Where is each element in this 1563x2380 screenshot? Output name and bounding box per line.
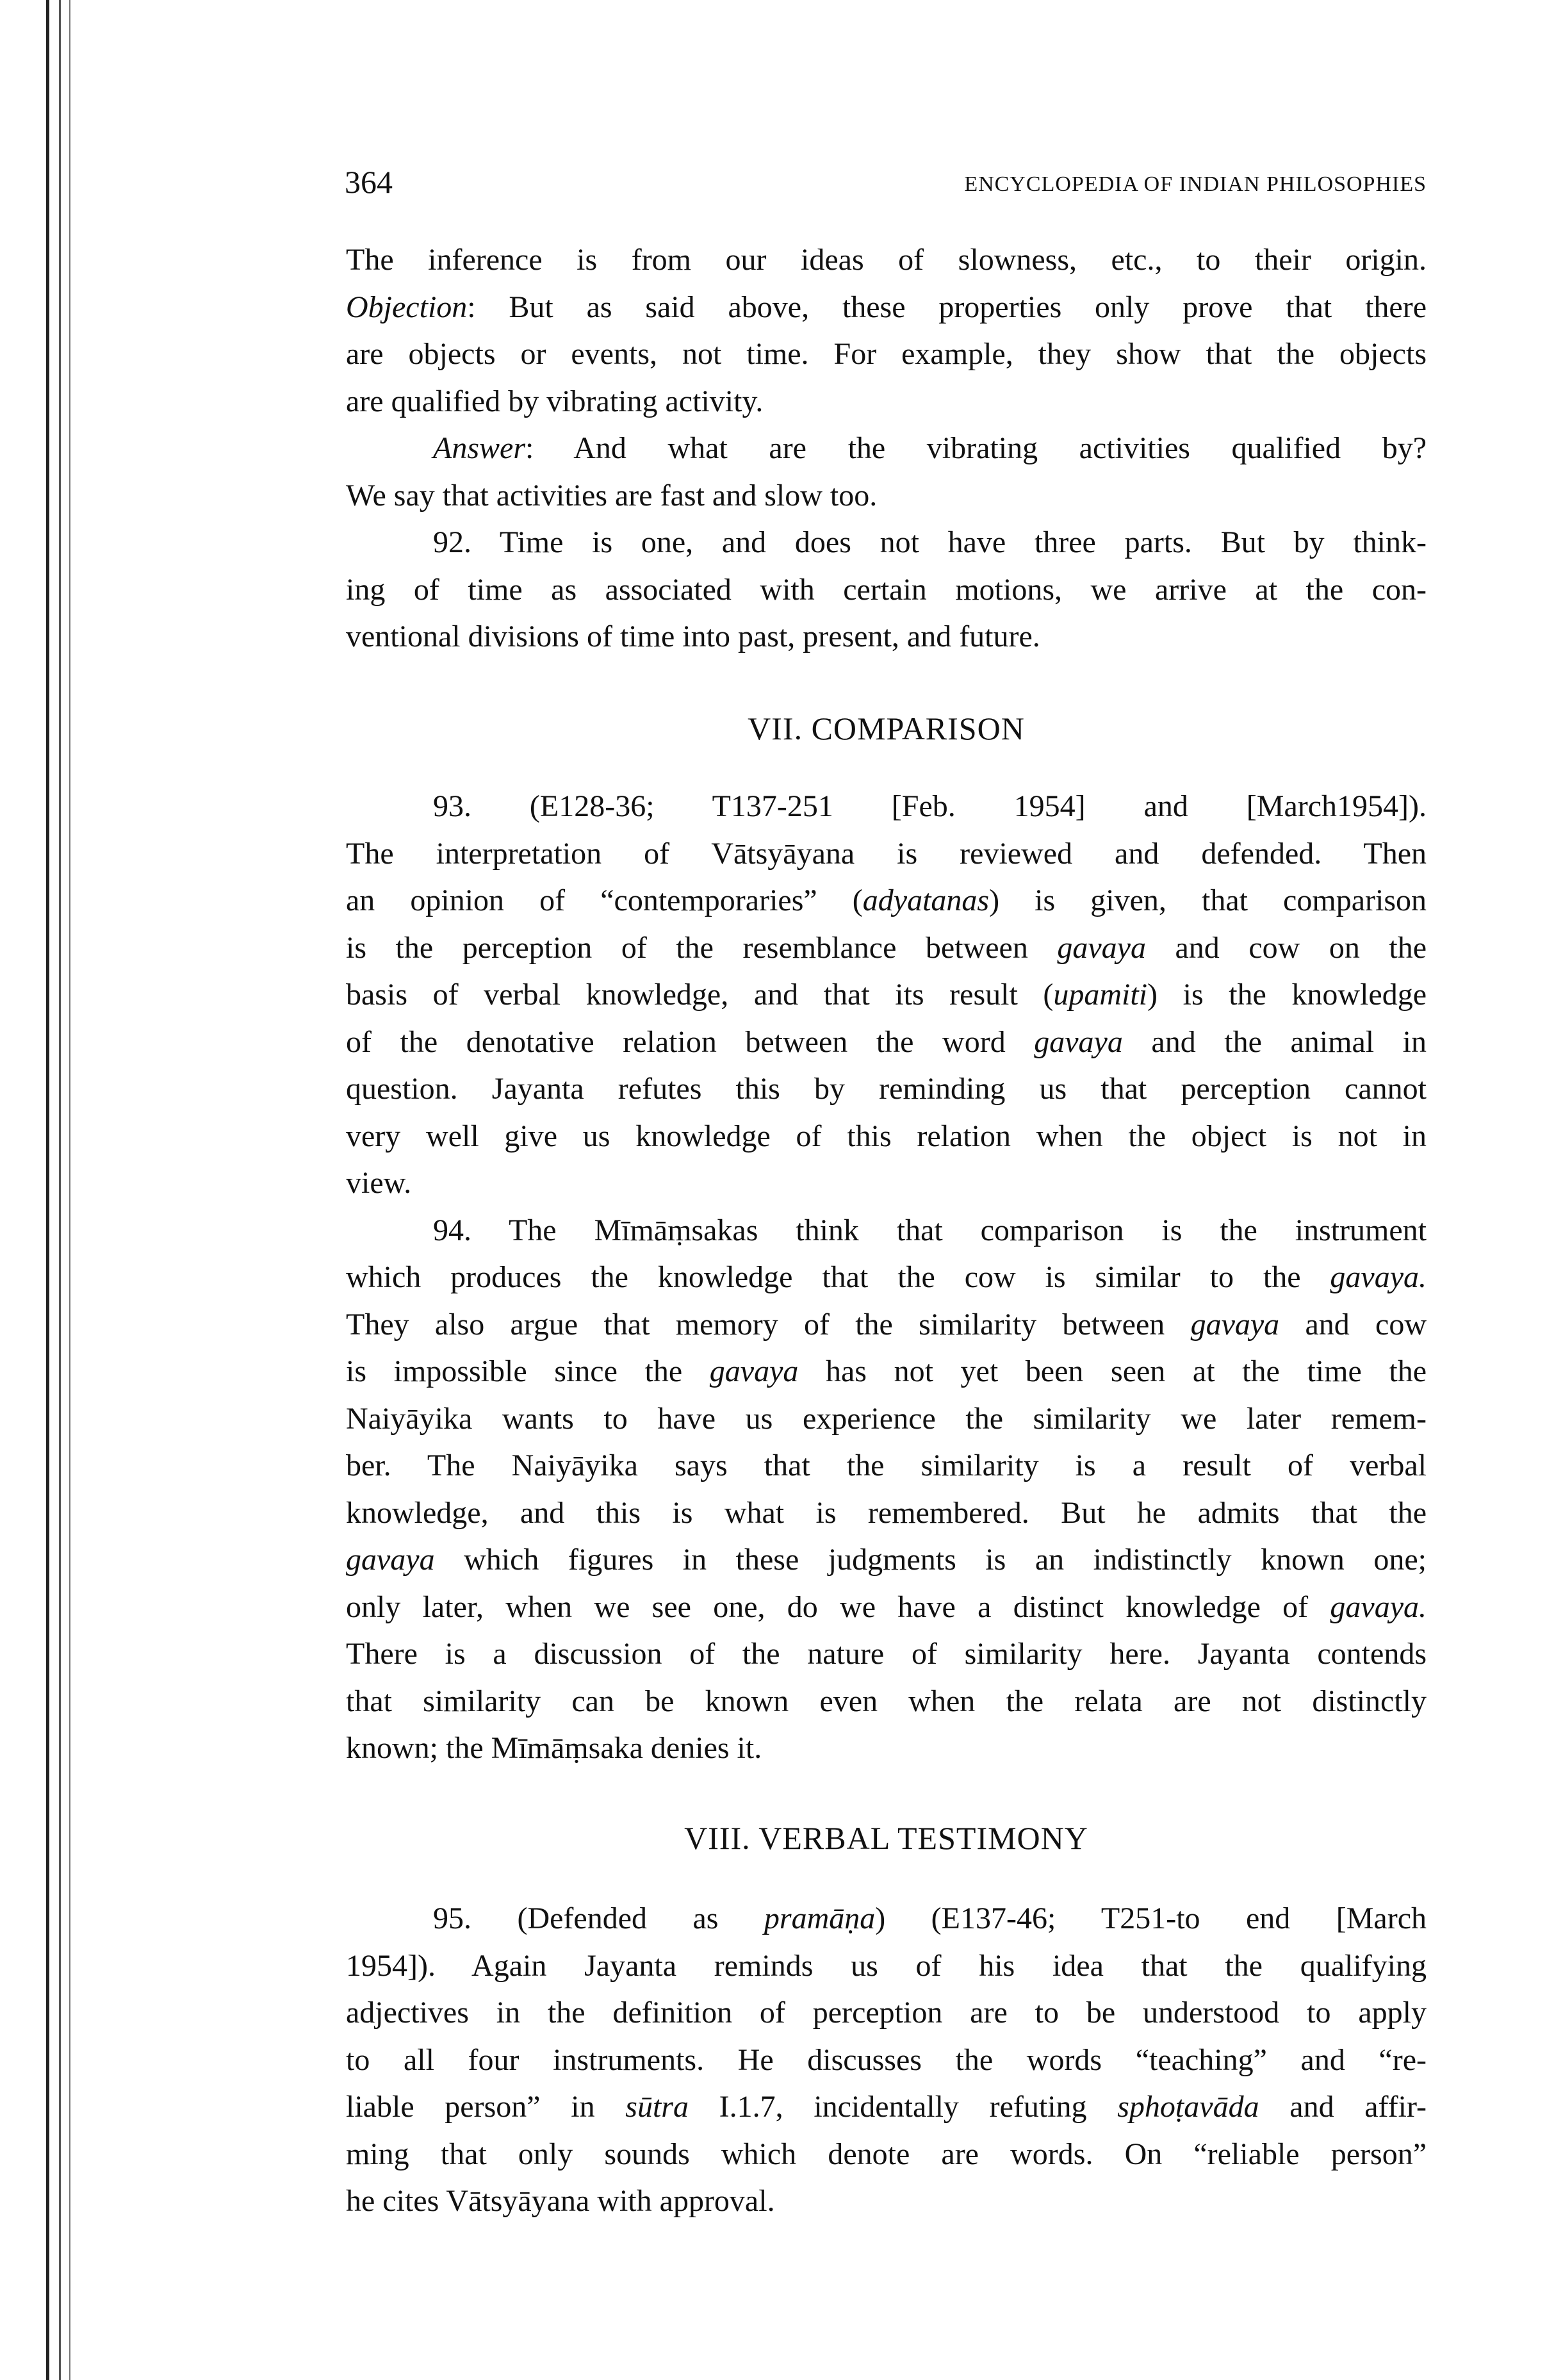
text-line — [346, 2178, 1427, 2225]
italic-term: sūtra — [625, 2090, 689, 2124]
text-run: are objects or events, not time. For example, they show that the objects — [346, 337, 1427, 371]
text-run: 1954]). Again Jayanta reminds us of his idea that the qualifying — [346, 1948, 1427, 1983]
text-line — [346, 1895, 1427, 1942]
text-line — [346, 1490, 1427, 1537]
text-run: The inference is from our ideas of slowness, etc., to their origin. — [346, 243, 1427, 277]
text-run: that similarity can be known even when the relata are not distinctly — [346, 1684, 1427, 1718]
text-run: only later, when we see one, do we have a distinct knowledge of — [346, 1589, 1330, 1624]
italic-term: gavaya — [1190, 1307, 1280, 1342]
text-line — [346, 2037, 1427, 2084]
italic-term: gavaya — [1057, 930, 1146, 965]
text-run: to all four instruments. He discusses the words “teaching” and “re- — [346, 2042, 1427, 2077]
text-line — [346, 378, 1427, 425]
text-line — [346, 1019, 1427, 1066]
text-run: and affir- — [1259, 2090, 1427, 2124]
text-line — [346, 1113, 1427, 1160]
text-run: 93. (E128-36; T137-251 [Feb. 1954] and [March1954]). — [433, 789, 1427, 823]
text-run: liable person” in — [346, 2090, 626, 2124]
text-line — [346, 1348, 1427, 1395]
text-line — [346, 331, 1427, 378]
text-line — [346, 425, 1427, 472]
text-run: : But as said above, these properties only prove that there — [467, 290, 1427, 324]
text-line — [346, 924, 1427, 972]
text-block-time — [346, 236, 1427, 661]
text-run: 94. The Mīmāṃsakas think that comparison is the instrument — [433, 1213, 1427, 1247]
text-line — [346, 566, 1427, 614]
section-heading-verbal-testimony: VIII. VERBAL TESTIMONY — [684, 1820, 1088, 1856]
text-run: is the perception of the resemblance between — [346, 930, 1058, 965]
text-run: Naiyāyika wants to have us experience the similarity we later remem- — [346, 1401, 1427, 1436]
text-line — [346, 1254, 1427, 1301]
italic-term: gavaya — [346, 1543, 435, 1577]
text-line — [346, 971, 1427, 1019]
text-run: known; the Mīmāṃsaka denies it. — [346, 1731, 762, 1765]
text-run: I.1.7, incidentally refuting — [688, 2090, 1118, 2124]
italic-term: Objection — [346, 290, 468, 324]
text-run: 92. Time is one, and does not have three parts. But by think- — [433, 525, 1427, 559]
text-block-comparison — [346, 783, 1427, 1772]
text-line — [346, 2083, 1427, 2131]
text-run: ventional divisions of time into past, present, and future. — [346, 620, 1040, 653]
text-run: 95. (Defended as — [433, 1901, 764, 1935]
text-run: : And what are the vibrating activities qualified by? — [525, 431, 1427, 465]
text-line — [346, 613, 1427, 661]
text-run: knowledge, and this is what is remembered. But he admits that the — [346, 1495, 1427, 1530]
text-run: and cow on the — [1145, 930, 1427, 965]
text-run: ming that only sounds which denote are words. On “reliable person” — [346, 2137, 1427, 2171]
paragraph — [346, 425, 1427, 519]
text-line — [346, 236, 1427, 284]
text-run: which figures in these judgments is an indistinctly known one; — [434, 1543, 1427, 1577]
text-line — [346, 472, 1427, 520]
text-run: and cow — [1279, 1307, 1427, 1342]
text-run: ) is the knowledge — [1147, 978, 1427, 1012]
text-line — [346, 1301, 1427, 1349]
text-line — [346, 1584, 1427, 1631]
text-line — [346, 2131, 1427, 2178]
text-run: ) (E137-46; T251-to end [March — [875, 1901, 1427, 1935]
text-run: has not yet been seen at the time the — [798, 1354, 1427, 1388]
italic-term: upamiti — [1053, 978, 1148, 1012]
italic-term: adyatanas — [862, 883, 990, 917]
italic-term: gavaya — [709, 1354, 799, 1388]
text-line — [346, 1989, 1427, 2037]
text-run: very well give us knowledge of this relation when the object is not in — [346, 1119, 1427, 1153]
text-line — [346, 1725, 1427, 1772]
text-run: which produces the knowledge that the cow is similar to the — [346, 1260, 1330, 1294]
page-number: 364 — [345, 164, 393, 200]
text-line — [346, 1442, 1427, 1490]
scan-binding-edge — [59, 0, 61, 2380]
text-line — [346, 1678, 1427, 1725]
text-line — [346, 783, 1427, 830]
text-run: ber. The Naiyāyika says that the similarity is a result of verbal — [346, 1449, 1427, 1482]
paragraph — [346, 236, 1427, 425]
text-line — [346, 519, 1427, 566]
text-line — [346, 284, 1427, 331]
text-run: ing of time as associated with certain motions, we arrive at the con- — [346, 572, 1427, 607]
paragraph — [346, 519, 1427, 661]
scan-binding-edge — [46, 0, 49, 2380]
text-line — [346, 1065, 1427, 1113]
text-run: basis of verbal knowledge, and that its result ( — [346, 978, 1054, 1012]
text-run: is impossible since the — [346, 1354, 710, 1388]
text-run: The interpretation of Vātsyāyana is reviewed and defended. Then — [346, 836, 1427, 871]
text-run: of the denotative relation between the word — [346, 1024, 1035, 1059]
text-line — [346, 877, 1427, 924]
text-block-verbal-testimony — [346, 1895, 1427, 2225]
italic-term: gavaya. — [1330, 1260, 1427, 1294]
text-line — [346, 1207, 1427, 1254]
italic-term: gavaya. — [1330, 1589, 1427, 1624]
text-line — [346, 830, 1427, 878]
text-run: They also argue that memory of the similarity between — [346, 1307, 1191, 1342]
paragraph — [346, 783, 1427, 1207]
italic-term: gavaya — [1034, 1024, 1123, 1059]
text-line — [346, 1160, 1427, 1207]
text-run: and the animal in — [1122, 1024, 1427, 1059]
text-run: question. Jayanta refutes this by reminding us that perception cannot — [346, 1072, 1427, 1106]
text-run: ) is given, that comparison — [989, 883, 1427, 917]
paragraph — [346, 1895, 1427, 2225]
text-run: he cites Vātsyāyana with approval. — [346, 2184, 775, 2218]
italic-term: Answer — [433, 431, 525, 465]
text-run: an opinion of “contemporaries” ( — [346, 883, 863, 917]
text-run: adjectives in the definition of perception are to be understood to apply — [346, 1996, 1427, 2030]
paragraph — [346, 1207, 1427, 1772]
text-run: are qualified by vibrating activity. — [346, 384, 764, 418]
text-line — [346, 1942, 1427, 1990]
text-run: view. — [346, 1166, 412, 1200]
section-heading-comparison: VII. COMPARISON — [748, 710, 1025, 746]
text-line — [346, 1395, 1427, 1443]
scan-binding-edge — [69, 0, 70, 2380]
italic-term: pramāṇa — [764, 1901, 876, 1935]
text-run: There is a discussion of the nature of similarity here. Jayanta contends — [346, 1637, 1427, 1671]
text-line — [346, 1630, 1427, 1678]
italic-term: sphoṭavāda — [1117, 2090, 1259, 2124]
text-line — [346, 1536, 1427, 1584]
running-header: ENCYCLOPEDIA OF INDIAN PHILOSOPHIES — [964, 172, 1427, 196]
text-run: We say that activities are fast and slow too. — [346, 478, 878, 513]
